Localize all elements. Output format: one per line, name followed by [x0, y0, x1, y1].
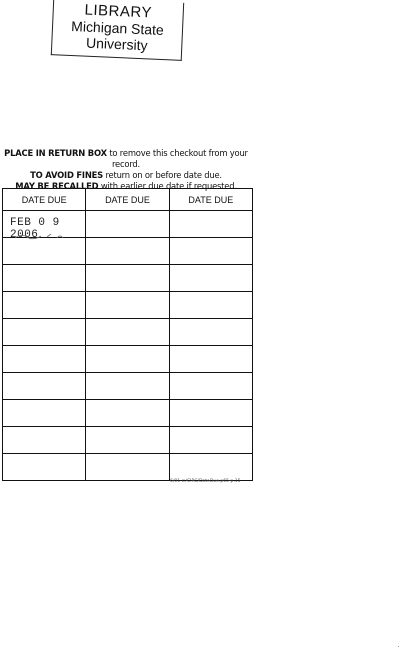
- table-cell: [3, 319, 86, 346]
- instruction-line-3: MAY BE RECALLED with earlier due date if requested.: [15, 181, 237, 191]
- table-cell: [86, 292, 169, 319]
- instruction-line-2: TO AVOID FINES return on or before date due.: [30, 170, 222, 180]
- column-header: DATE DUE: [3, 189, 86, 211]
- table-cell: [86, 346, 169, 373]
- table-cell: [86, 319, 169, 346]
- table-cell: [86, 211, 169, 238]
- form-code: 6/01 c:/CIRC/DateDue.p65-p.15: [170, 479, 241, 484]
- table-cell: [86, 400, 169, 427]
- table-row: [3, 373, 253, 400]
- instruction-line-1: PLACE IN RETURN BOX to remove this checkout from your record.: [4, 148, 248, 169]
- table-row: [3, 427, 253, 454]
- table-row: [3, 319, 253, 346]
- table-cell: [169, 211, 252, 238]
- table-cell: [169, 238, 252, 265]
- table-row: [3, 238, 253, 265]
- column-header: DATE DUE: [169, 189, 252, 211]
- stamp-institution: Michigan State: [70, 17, 165, 39]
- stamp-library: LIBRARY: [84, 1, 153, 22]
- table-cell: [3, 454, 86, 481]
- library-stamp: [51, 0, 184, 61]
- stamp-university: University: [85, 34, 148, 54]
- table-cell: [86, 427, 169, 454]
- table-cell: [3, 400, 86, 427]
- table-cell: [3, 373, 86, 400]
- table-cell: [169, 400, 252, 427]
- table-cell: [3, 346, 86, 373]
- table-cell: [169, 454, 252, 481]
- table-cell: [86, 265, 169, 292]
- due-date-stamp: FEB 0 9 2006: [10, 217, 60, 241]
- table-cell: [86, 373, 169, 400]
- column-header: DATE DUE: [86, 189, 169, 211]
- table-cell: [86, 238, 169, 265]
- table-row: [3, 346, 253, 373]
- table-cell: [86, 454, 169, 481]
- return-instructions: [0, 148, 252, 192]
- table-cell: [169, 373, 252, 400]
- table-cell: [3, 427, 86, 454]
- date-due-table: [2, 188, 253, 481]
- scan-speck: [398, 646, 399, 647]
- table-row: [3, 211, 253, 238]
- table-cell: [3, 238, 86, 265]
- table-row: [3, 265, 253, 292]
- table-header-row: [3, 189, 253, 211]
- table-cell: [169, 265, 252, 292]
- table-row: [3, 400, 253, 427]
- table-row: [3, 454, 253, 481]
- table-cell: [3, 292, 86, 319]
- table-cell: [3, 211, 86, 241]
- table-cell: [169, 319, 252, 346]
- table-cell: [169, 427, 252, 454]
- table-cell: [3, 265, 86, 292]
- table-cell: [169, 292, 252, 319]
- table-row: [3, 292, 253, 319]
- table-cell: [169, 346, 252, 373]
